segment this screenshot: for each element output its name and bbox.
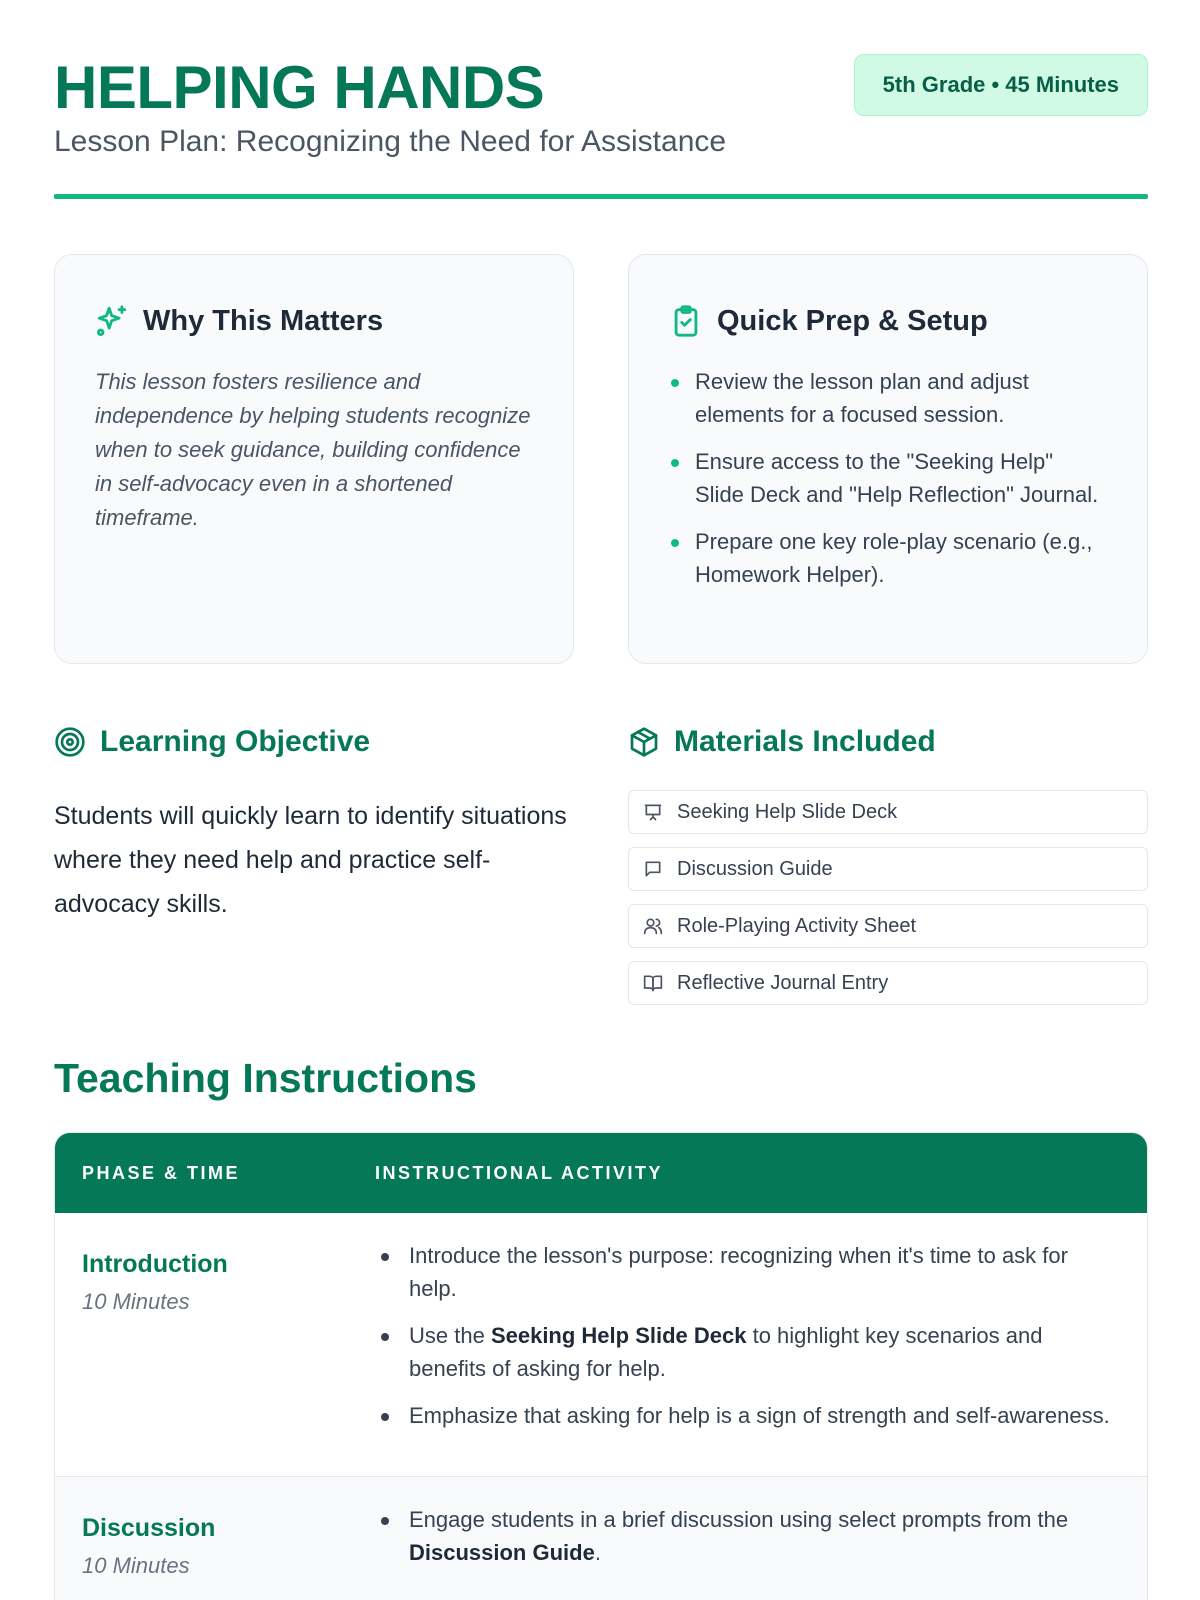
clipboard-check-icon (669, 304, 703, 338)
why-card-title: Why This Matters (143, 304, 384, 337)
list-item (375, 1503, 1117, 1569)
column-header-phase: PHASE & TIME (82, 1162, 241, 1183)
grade-duration-badge: 5th Grade • 45 Minutes (854, 54, 1148, 116)
materials-list (628, 790, 1148, 1005)
lesson-plan-page (54, 0, 1148, 1578)
bullet (671, 539, 679, 547)
presentation-icon (643, 802, 663, 822)
activity-list (375, 1239, 1117, 1432)
activity-material-name: Seeking Help Slide Deck (490, 1323, 747, 1348)
activity-cell (375, 1477, 1147, 1600)
materials-header (628, 720, 1148, 764)
users-icon (643, 916, 663, 936)
activity-material-name: Discussion Guide (409, 1540, 595, 1565)
list-item (375, 1319, 1117, 1385)
bullet (381, 1517, 389, 1525)
activity-text: Introduce the lesson's purpose: recognizing when it's time to ask for help. (409, 1243, 1068, 1301)
prep-list (669, 365, 1107, 591)
list-item (375, 1399, 1117, 1432)
prep-item-text: Prepare one key role-play scenario (e.g., Homework Helper). (695, 529, 1093, 587)
material-label: Discussion Guide (677, 857, 833, 880)
phase-cell (55, 1477, 375, 1600)
material-item (628, 961, 1148, 1005)
sparkles-icon (95, 304, 129, 338)
prep-item-text: Ensure access to the "Seeking Help" Slide Deck and "Help Reflection" Journal. (695, 449, 1099, 507)
target-icon (54, 726, 86, 758)
list-item (669, 365, 1107, 431)
material-label: Seeking Help Slide Deck (677, 800, 898, 823)
phase-time: 10 Minutes (82, 1553, 190, 1578)
page-title: HELPING HANDS (54, 54, 545, 121)
prep-card (628, 254, 1148, 664)
teaching-title: Teaching Instructions (54, 1055, 477, 1101)
message-square-icon (643, 859, 663, 879)
activity-text: to highlight key scenarios and benefits of asking for help. (409, 1323, 1043, 1381)
table-row (55, 1477, 1147, 1600)
table-header (55, 1133, 1147, 1213)
why-card-header (95, 301, 533, 341)
material-item (628, 847, 1148, 891)
book-open-icon (643, 973, 663, 993)
package-icon (628, 726, 660, 758)
material-item (628, 790, 1148, 834)
material-label: Role-Playing Activity Sheet (677, 914, 917, 937)
activity-text: Emphasize that asking for help is a sign of strength and self-awareness. (409, 1403, 1110, 1428)
activity-text: Use the (409, 1323, 491, 1348)
phase-name: Discussion (82, 1514, 216, 1542)
teaching-table (54, 1132, 1148, 1600)
bullet (381, 1413, 389, 1421)
prep-card-header (669, 301, 1107, 341)
header (54, 0, 1148, 200)
materials-title: Materials Included (674, 725, 936, 758)
activity-text: . (594, 1540, 601, 1565)
bullet (671, 379, 679, 387)
material-label: Reflective Journal Entry (677, 971, 889, 994)
objective-header (54, 720, 574, 764)
phase-time: 10 Minutes (82, 1289, 190, 1314)
objective-text: Students will quickly learn to identify situations where they need help and practice self-advocacy skills. (54, 802, 567, 918)
why-card-text: This lesson fosters resilience and independence by helping students recognize when to seek guidance, building confidence in self-advocacy even in a shortened timeframe. (95, 369, 531, 530)
phase-name: Introduction (82, 1250, 228, 1278)
activity-list (375, 1503, 1117, 1569)
list-item (669, 525, 1107, 591)
material-item (628, 904, 1148, 948)
prep-card-title: Quick Prep & Setup (717, 304, 988, 337)
table-row (55, 1213, 1147, 1477)
page-subtitle: Lesson Plan: Recognizing the Need for Assistance (54, 125, 727, 158)
bullet (671, 459, 679, 467)
bullet (381, 1333, 389, 1341)
info-cards (54, 254, 1148, 664)
materials-section (628, 720, 1148, 1018)
phase-cell (55, 1213, 375, 1476)
list-item (669, 445, 1107, 511)
prep-item-text: Review the lesson plan and adjust elements for a focused session. (695, 369, 1029, 427)
activity-cell (375, 1213, 1147, 1476)
why-card (54, 254, 574, 664)
bullet (381, 1253, 389, 1261)
header-divider (54, 194, 1148, 199)
objective-section (54, 720, 574, 926)
objective-title: Learning Objective (100, 725, 371, 758)
column-header-activity: INSTRUCTIONAL ACTIVITY (375, 1162, 663, 1183)
activity-text: Engage students in a brief discussion using select prompts from the (409, 1507, 1069, 1532)
list-item (375, 1239, 1117, 1305)
objective-materials-row (54, 720, 1148, 1010)
